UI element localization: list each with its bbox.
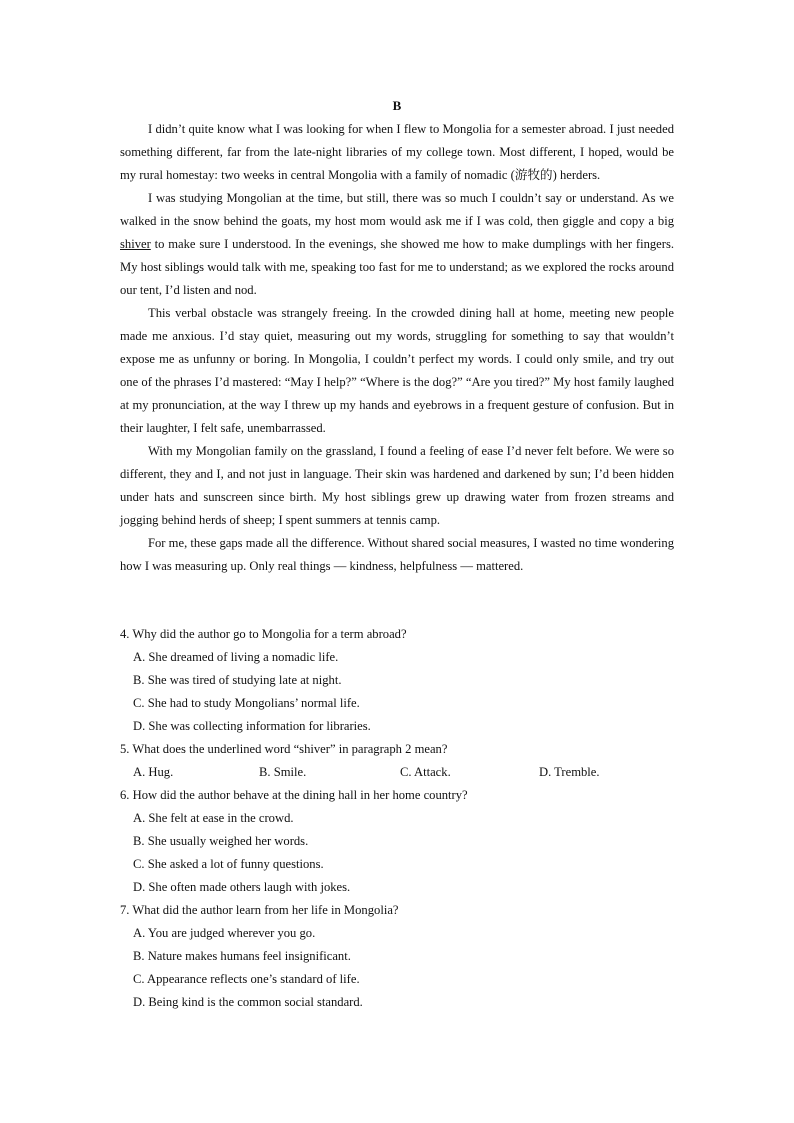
question-4-option-b: B. She was tired of studying late at night. (133, 673, 342, 687)
question-7-option-a: A. You are judged wherever you go. (133, 926, 316, 940)
question-6-option-a: A. She felt at ease in the crowd. (133, 811, 294, 825)
question-7-option-c: C. Appearance reflects one’s standard of life. (133, 972, 360, 986)
paragraph-2-start: I was studying Mongolian at the time, but still, there was so much I couldn’t say or understand. As we walked in the snow behind the goats, my host mom would ask me if I was cold, then giggle and copy a big (120, 191, 674, 228)
question-7-stem: 7. What did the author learn from her life in Mongolia? (120, 903, 399, 917)
question-6-stem: 6. How did the author behave at the dining hall in her home country? (120, 788, 468, 802)
underlined-word: shiver (120, 237, 151, 251)
question-5-option-b: B. Smile. (259, 765, 307, 779)
paragraph-2-end: to make sure I understood. In the evenings, she showed me how to make dumplings with her fingers. My host siblings would talk with me, speaking too fast for me to understand; as we explored the rocks around our tent, I’d listen and nod. (120, 237, 674, 297)
paragraph-1: I didn’t quite know what I was looking for when I flew to Mongolia for a semester abroad. I just needed something different, far from the late-night libraries of my college town. Most different, I hoped, would be my rural homestay: two weeks in central Mongolia with a family of nomadic (游牧的) herders. (120, 122, 674, 182)
question-6-option-c: C. She asked a lot of funny questions. (133, 857, 324, 871)
paragraph-5: For me, these gaps made all the difference. Without shared social measures, I wasted no time wondering how I was measuring up. Only real things — kindness, helpfulness — mattered. (120, 536, 674, 573)
question-5-option-a: A. Hug. (133, 765, 174, 779)
question-6-option-b: B. She usually weighed her words. (133, 834, 309, 848)
paragraph-2 (120, 187, 674, 302)
question-4-option-a: A. She dreamed of living a nomadic life. (133, 650, 339, 664)
question-4-option-c: C. She had to study Mongolians’ normal life. (133, 696, 360, 710)
reading-passage (120, 118, 674, 578)
question-4-option-d: D. She was collecting information for libraries. (133, 719, 371, 733)
question-list (120, 623, 680, 1014)
question-5-stem: 5. What does the underlined word “shiver” in paragraph 2 mean? (120, 742, 448, 756)
question-7-option-b: B. Nature makes humans feel insignificant. (133, 949, 351, 963)
paragraph-4: With my Mongolian family on the grassland, I found a feeling of ease I’d never felt before. We were so different, they and I, and not just in language. Their skin was hardened and darkened by sun; I’d been hidden under hats and sunscreen since birth. My host siblings grew up drawing water from frozen streams and jogging behind herds of sheep; I spent summers at tennis camp. (120, 444, 674, 527)
paragraph-3: This verbal obstacle was strangely freeing. In the crowded dining hall at home, meeting new people made me anxious. I’d stay quiet, measuring out my words, struggling for something to say that wouldn’t expose me as unfunny or boring. In Mongolia, I couldn’t perfect my words. I could only smile, and try out one of the phrases I’d mastered: “May I help?” “Where is the dog?” “Are you tired?” My host family laughed at my pronunciation, at the way I threw up my hands and eyebrows in a frequent gesture of confusion. But in their laughter, I felt safe, unembarrassed. (120, 306, 674, 435)
question-4-stem: 4. Why did the author go to Mongolia for a term abroad? (120, 627, 407, 641)
question-7-option-d: D. Being kind is the common social standard. (133, 995, 363, 1009)
section-label: B (392, 98, 402, 113)
question-5-option-c: C. Attack. (400, 765, 451, 779)
question-5-options (133, 761, 680, 784)
question-5-option-d: D. Tremble. (539, 765, 600, 779)
question-6-option-d: D. She often made others laugh with jokes. (133, 880, 351, 894)
